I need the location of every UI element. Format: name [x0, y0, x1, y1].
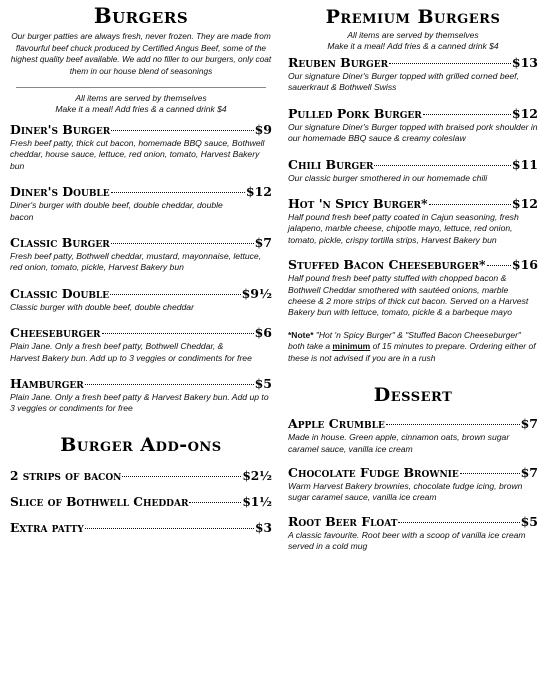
- item-price: $1½: [242, 494, 272, 509]
- note-text-part1: "Hot 'n Spicy Burger" & "Stuffed Bacon Cheeseburger" both take a: [288, 329, 521, 352]
- menu-item-classic-burger: [10, 235, 272, 274]
- item-description: A classic favourite. Root beer with a scoop of vanilla ice cream served in a cold mug: [288, 529, 526, 552]
- dot-leader: [460, 473, 520, 474]
- served-note-line2: Make it a meal! Add fries & a canned drink $4: [327, 41, 499, 51]
- burgers-intro: Our burger patties are always fresh, never frozen. They are made from flavourful beef chuck produced by Certified Angus Beef, some of the highest quality beef available. We add no filler to our burgers, only coat them in our house blend of seasonings: [10, 31, 272, 76]
- addon-extra-patty: [10, 520, 272, 536]
- item-description: Plain Jane. Only a fresh beef patty & Harvest Bakery bun. Add up to 3 veggies or condiments for free: [10, 392, 269, 414]
- dot-leader: [386, 424, 520, 425]
- dot-leader: [389, 63, 511, 64]
- item-description: Half pound fresh beef patty stuffed with chopped bacon & Bothwell Cheddar smothered with sautéed onions, marble cheese & 2 more strips of thick cut bacon. Served on a Harvest Bakery bun with lettuce, tomato, pickle & a barbeque mayo: [288, 273, 529, 318]
- item-name: 2 strips of bacon: [10, 468, 122, 483]
- menu-item-diners-burger: [10, 122, 272, 172]
- item-description: Warm Harvest Bakery brownies, chocolate fudge icing, brown sugar caramel sauce, vanilla ice cream: [288, 480, 523, 503]
- dot-leader: [110, 294, 240, 295]
- item-name: Chocolate Fudge Brownie: [288, 464, 459, 480]
- item-name: Stuffed Bacon Cheeseburger*: [288, 257, 486, 273]
- menu-item-reuben-burger: [288, 55, 538, 94]
- dot-leader: [487, 265, 511, 266]
- item-price: $7: [520, 464, 538, 480]
- item-description: Plain Jane. Only a fresh beef patty, Bothwell Cheddar, & Harvest Bakery bun. Add up to 3 veggies or condiments for free: [10, 341, 252, 363]
- right-column: [288, 0, 538, 553]
- menu-item-chili-burger: [288, 157, 538, 184]
- item-price: $7: [254, 235, 272, 251]
- served-note-line1: All items are served by themselves: [347, 30, 479, 40]
- menu-item-apple-crumble: [288, 416, 538, 455]
- menu-item-hot-n-spicy-burger: [288, 196, 538, 246]
- item-name: Slice of Bothwell Cheddar: [10, 494, 189, 509]
- item-description: Half pound fresh beef patty coated in Cajun seasoning, fresh jalapeno, marble cheese, chipotle mayo, lettuce, red onion, tomato, pickle, crispy tortilla strips, Harvest Bakery bun: [288, 212, 519, 245]
- dot-leader: [189, 502, 241, 503]
- item-name: Cheeseburger: [10, 325, 101, 341]
- dot-leader: [423, 114, 511, 115]
- menu-item-hamburger: [10, 376, 272, 415]
- item-price: $12: [511, 105, 538, 121]
- dot-leader: [85, 384, 254, 385]
- item-description: Our signature Diner's Burger topped with grilled corned beef, sauerkraut & Bothwell Swiss: [288, 71, 519, 93]
- note-label: *Note*: [288, 329, 314, 340]
- preparation-note: [288, 330, 538, 364]
- divider: [16, 87, 266, 88]
- item-price: $2½: [242, 468, 272, 483]
- dot-leader: [122, 476, 241, 477]
- item-description: Our classic burger smothered in our homemade chili: [288, 172, 488, 183]
- item-description: Diner's burger with double beef, double cheddar, double bacon: [10, 200, 223, 222]
- item-price: $3: [255, 520, 272, 535]
- item-price: $5: [254, 376, 272, 392]
- item-name: Classic Double: [10, 285, 110, 301]
- item-name: Classic Burger: [10, 235, 110, 251]
- dot-leader: [429, 204, 511, 205]
- menu-item-classic-double: [10, 286, 272, 313]
- burgers-title: Burgers: [93, 3, 189, 28]
- item-name: Apple Crumble: [288, 416, 385, 432]
- item-price: $5: [520, 513, 538, 529]
- premium-title: Premium Burgers: [325, 6, 501, 28]
- item-name: Chili Burger: [288, 156, 374, 172]
- item-price: $9: [254, 122, 272, 137]
- dot-leader: [111, 130, 253, 131]
- dot-leader: [111, 243, 254, 244]
- menu-item-cheeseburger: [10, 325, 272, 364]
- item-price: $9½: [241, 285, 272, 301]
- item-description: Fresh beef patty, Bothwell cheddar, mustard, mayonnaise, lettuce, red onion, tomato, pickle, Harvest Bakery bun: [10, 251, 262, 273]
- item-name: Diner's Double: [10, 184, 110, 200]
- item-price: $7: [520, 416, 538, 432]
- item-price: $16: [511, 257, 538, 273]
- menu-item-root-beer-float: [288, 514, 538, 553]
- served-note-line1: All items are served by themselves: [75, 93, 207, 103]
- item-name: Reuben Burger: [288, 55, 389, 70]
- item-description: Classic burger with double beef, double cheddar: [10, 301, 194, 312]
- item-price: $12: [245, 184, 272, 200]
- menu-item-stuffed-bacon-cheeseburger: [288, 257, 538, 319]
- item-price: $6: [254, 325, 272, 341]
- item-price: $12: [511, 196, 538, 212]
- item-name: Diner's Burger: [10, 122, 111, 137]
- served-note-line2: Make it a meal! Add fries & a canned drink $4: [55, 104, 227, 114]
- item-price: $11: [511, 156, 538, 172]
- item-name: Pulled Pork Burger: [288, 105, 422, 121]
- item-name: Extra patty: [10, 520, 84, 535]
- dot-leader: [374, 165, 510, 166]
- menu-item-pulled-pork-burger: [288, 106, 538, 145]
- note-minimum: minimum: [332, 341, 371, 352]
- dot-leader: [102, 333, 254, 334]
- item-description: Made in house. Green apple, cinnamon oats, brown sugar caramel sauce, vanilla ice cream: [288, 432, 510, 454]
- item-description: Our signature Diner's Burger topped with braised pork shoulder in our homemade BBQ sauce & creamy coleslaw: [288, 121, 538, 144]
- dot-leader: [398, 522, 519, 523]
- addons-title: Burger Add-ons: [60, 433, 222, 456]
- item-name: Root Beer Float: [288, 513, 398, 529]
- addon-bacon: [10, 468, 272, 484]
- item-name: Hamburger: [10, 376, 84, 392]
- item-name: Hot 'n Spicy Burger*: [288, 196, 428, 212]
- note-text-part2: of 15 minutes to prepare. Ordering either of these is not advised if you are in a rush: [288, 341, 536, 363]
- left-column: [10, 0, 272, 536]
- item-description: Fresh beef patty, thick cut bacon, homemade BBQ sauce, Bothwell cheddar, house sauce, lettuce, red onion, tomato, Harvest Bakery bun: [10, 138, 265, 171]
- menu-item-chocolate-fudge-brownie: [288, 465, 538, 504]
- item-price: $13: [511, 55, 538, 70]
- dot-leader: [85, 528, 254, 529]
- menu-item-diners-double: [10, 184, 272, 223]
- dessert-title: Dessert: [373, 384, 453, 407]
- addon-cheddar: [10, 494, 272, 510]
- dot-leader: [111, 192, 245, 193]
